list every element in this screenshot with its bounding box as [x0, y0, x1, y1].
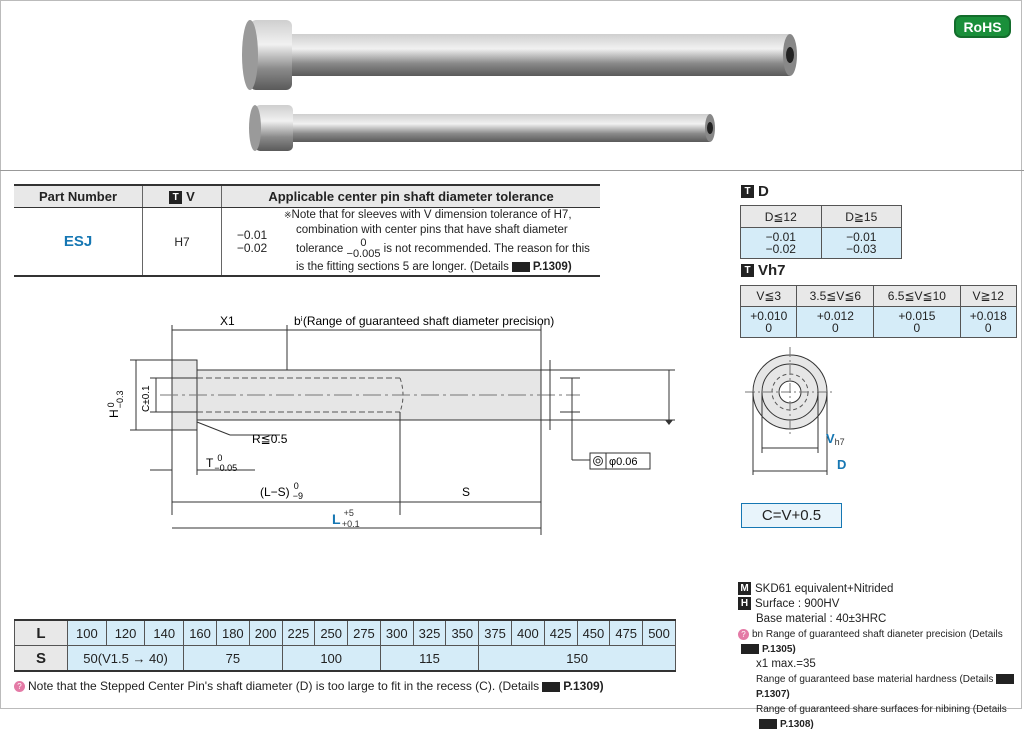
dim-s: S — [462, 485, 471, 499]
d-label: D — [837, 457, 847, 472]
v-tolerance: H7 — [143, 208, 222, 277]
l-value: 100 — [68, 620, 107, 646]
s-value: 100 — [282, 646, 380, 672]
dim-t: T $^0$ −0.05 — [206, 453, 238, 473]
v-table-title: T Vh7 — [741, 262, 786, 279]
d-cell-2: −0.01 −0.03 — [821, 228, 902, 259]
details-link-1309[interactable]: P.1309) — [563, 679, 604, 693]
d-tolerance-table — [740, 205, 902, 259]
d-col-1: D≦12 — [741, 206, 822, 228]
material-specs: M SKD61 equivalent+Nitrided H Surface : 900HV Base material : 40±3HRC ? bn Range of guaranteed shaft dianeter precision (DetailsP.1305) x1 max.=35 Range of guaranteed base material hardness (DetailsP.1307) Range of guaranteed share surfaces for nibining (DetailsP.1308) — [738, 582, 1024, 732]
formula-box: C=V+0.5 — [741, 503, 842, 528]
bottom-note: ? Note that the Stepped Center Pin's shaft diameter (D) is too large to fit in the recess (C). (Details P.1309) — [14, 679, 604, 693]
v-cell-2: +0.012 0 — [797, 307, 874, 338]
spec-table — [14, 184, 600, 277]
technical-drawing — [80, 300, 720, 540]
material-icon: M — [738, 582, 751, 595]
v-col-3: 6.5≦V≦10 — [874, 286, 960, 307]
l-value: 500 — [643, 620, 676, 646]
material-text: SKD61 equivalent+Nitrided — [755, 583, 894, 595]
l-value: 300 — [380, 620, 413, 646]
length-table — [14, 619, 676, 672]
v-col-1: V≦3 — [741, 286, 797, 307]
l-value: 350 — [446, 620, 479, 646]
dim-l-minus-s: (L−S) $^0$ −9 — [260, 481, 303, 501]
part-number-esj[interactable]: ESJ — [14, 208, 143, 277]
shaft-tolerance: −0.01 −0.02 — [222, 208, 283, 277]
rohs-badge: RoHS — [954, 15, 1011, 38]
base-hardness: Base material : 40±3HRC — [756, 613, 887, 625]
t-icon: T — [169, 191, 182, 204]
col-v: T V — [143, 185, 222, 208]
v-cell-4: +0.018 0 — [960, 307, 1017, 338]
col-part-number: Part Number — [14, 185, 143, 208]
l-value: 450 — [577, 620, 610, 646]
pin-icon: ? — [14, 681, 25, 692]
l-value: 180 — [216, 620, 249, 646]
l-value: 475 — [610, 620, 643, 646]
hardness-icon: H — [738, 597, 751, 610]
v-tolerance-table — [740, 285, 1017, 338]
s-value: 50(V1.5 → 40) — [68, 646, 184, 672]
d-col-2: D≧15 — [821, 206, 902, 228]
s-value: 115 — [380, 646, 478, 672]
l-value: 140 — [145, 620, 184, 646]
dim-l: L $^{+5}$ +0.1 — [332, 508, 360, 529]
pointing-hand-icon — [542, 682, 560, 692]
v-col-4: V≧12 — [960, 286, 1017, 307]
s-header: S — [15, 646, 68, 672]
surface-hardness: Surface : 900HV — [755, 598, 840, 610]
vh7-label: Vh7 — [826, 431, 845, 447]
col-tolerance: Applicable center pin shaft diameter tolerance — [222, 185, 601, 208]
pointing-hand-icon — [741, 644, 759, 654]
details-link[interactable]: P.1309) — [532, 261, 572, 273]
v-col-2: 3.5≦V≦6 — [797, 286, 874, 307]
pointing-hand-icon — [996, 674, 1014, 684]
s-value: 150 — [479, 646, 676, 672]
l-value: 160 — [184, 620, 217, 646]
l-value: 225 — [282, 620, 315, 646]
pin-icon: ? — [738, 629, 749, 640]
s-value: 75 — [184, 646, 282, 672]
l-value: 425 — [544, 620, 577, 646]
l-value: 325 — [413, 620, 446, 646]
l-value: 120 — [106, 620, 145, 646]
end-view-drawing — [740, 345, 870, 480]
sleeve-small — [249, 105, 715, 151]
sleeve-large — [242, 20, 797, 90]
concentricity-value: φ0.06 — [609, 456, 638, 468]
l-header: L — [15, 620, 68, 646]
d-table-title: T D — [741, 183, 769, 200]
v-cell-3: +0.015 0 — [874, 307, 960, 338]
details-link-1308[interactable]: P.1308) — [780, 719, 814, 730]
t-icon: T — [741, 185, 754, 198]
details-link-1305[interactable]: P.1305) — [762, 644, 796, 655]
dim-x1: X1 — [220, 314, 235, 328]
divider — [0, 170, 1024, 171]
pointing-hand-icon — [512, 262, 530, 272]
l-value: 400 — [511, 620, 544, 646]
d-cell-1: −0.01 −0.02 — [741, 228, 822, 259]
x1-max: x1 max.=35 — [756, 658, 816, 670]
dim-b-range: bⁱ(Range of guaranteed shaft diameter precision) — [294, 314, 555, 328]
l-value: 275 — [348, 620, 381, 646]
dim-c: C±0.1 — [141, 385, 152, 412]
t-icon: T — [741, 264, 754, 277]
pointing-hand-icon — [759, 719, 777, 729]
l-value: 200 — [249, 620, 282, 646]
product-photo — [230, 10, 810, 160]
l-value: 250 — [315, 620, 348, 646]
tolerance-note: ※Note that for sleeves with V dimension tolerance of H7, combination with center pins that have shaft diameter tolerance 0 −0.005 is not recommended. The reason for this is the fitting sections 5 are longer. (Details P.1309) — [282, 208, 600, 277]
details-link-1307[interactable]: P.1307) — [756, 689, 790, 700]
dim-r: R≦0.5 — [252, 432, 288, 446]
v-cell-1: +0.010 0 — [741, 307, 797, 338]
l-value: 375 — [479, 620, 512, 646]
dim-h: $H^0-0.3$ — [106, 390, 125, 418]
